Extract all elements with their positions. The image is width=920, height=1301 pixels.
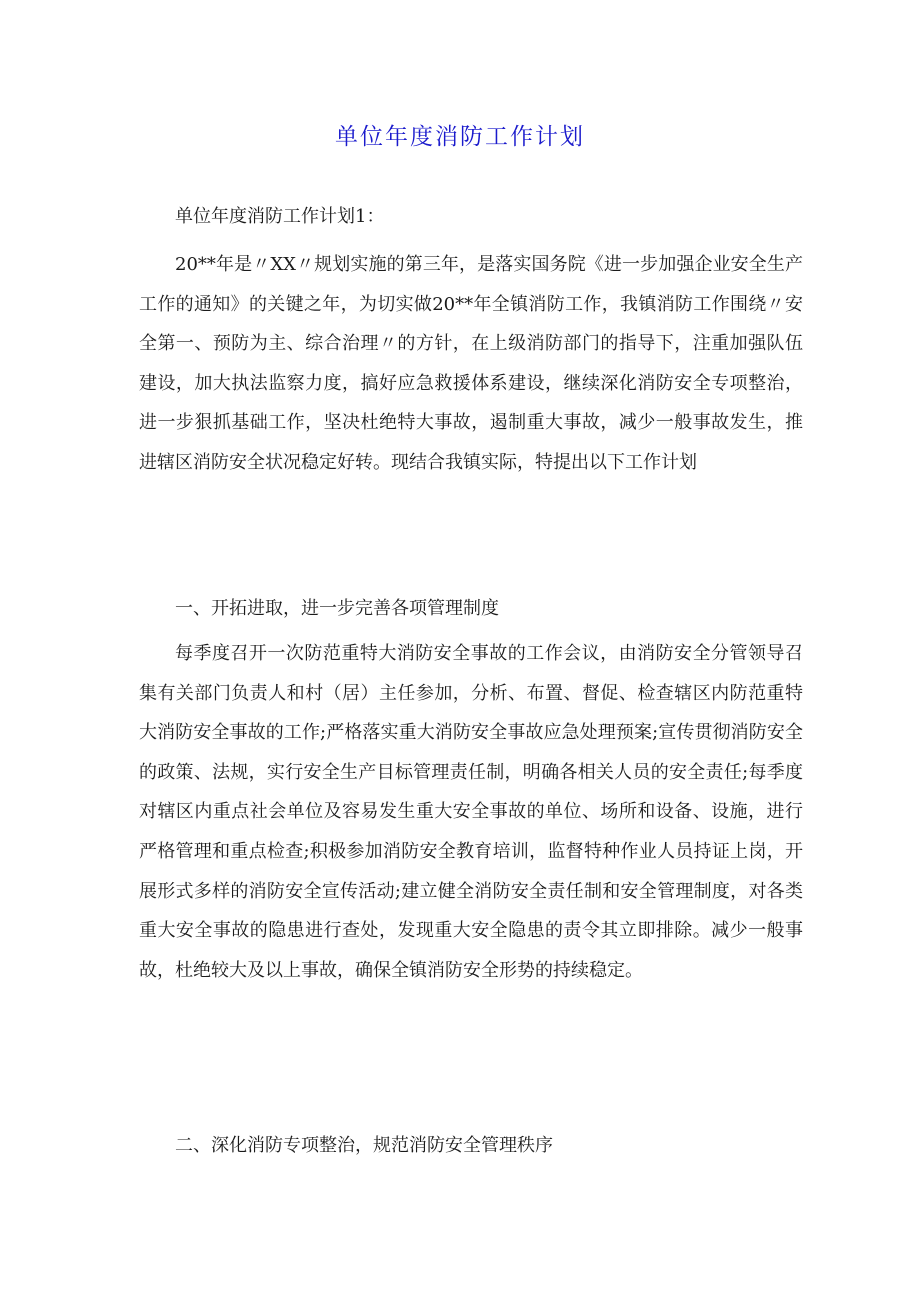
intro-paragraph: 20**年是〃XX〃规划实施的第三年，是落实国务院《进一步加强企业安全生产工作的通知》的关键之年，为切实做20**年全镇消防工作，我镇消防工作围绕〃安全第一、预防为主、综合治理〃的方针，在上级消防部门的指导下，注重加强队伍建设，加大执法监察力度，搞好应急救援体系建设，继续深化消防安全专项整治，进一步狠抓基础工作，坚决杜绝特大事故，遏制重大事故，减少一般事故发生，推进辖区消防安全状况稳定好转。现结合我镇实际，特提出以下工作计划 [139, 254, 803, 473]
section-1-heading: 一、开拓进取，进一步完善各项管理制度 [175, 598, 499, 619]
plan-subtitle: 单位年度消防工作计划1： [175, 206, 385, 227]
section-2-heading: 二、深化消防专项整治，规范消防安全管理秩序 [175, 1135, 553, 1156]
section-1-paragraph: 每季度召开一次防范重特大消防安全事故的工作会议，由消防安全分管领导召集有关部门负责人和村（居）主任参加，分析、布置、督促、检查辖区内防范重特大消防安全事故的工作;严格落实重大消防安全事故应急处理预案;宣传贯彻消防安全的政策、法规，实行安全生产目标管理责任制，明确各相关人员的安全责任;每季度对辖区内重点社会单位及容易发生重大安全事故的单位、场所和设备、设施，进行严格管理和重点检查;积极参加消防安全教育培训，监督特种作业人员持证上岗，开展形式多样的消防安全宣传活动;建立健全消防安全责任制和安全管理制度，对各类重大安全事故的隐患进行查处，发现重大安全隐患的责令其立即排除。减少一般事故，杜绝较大及以上事故，确保全镇消防安全形势的持续稳定。 [139, 643, 803, 981]
document-title: 单位年度消防工作计划 [335, 124, 585, 150]
